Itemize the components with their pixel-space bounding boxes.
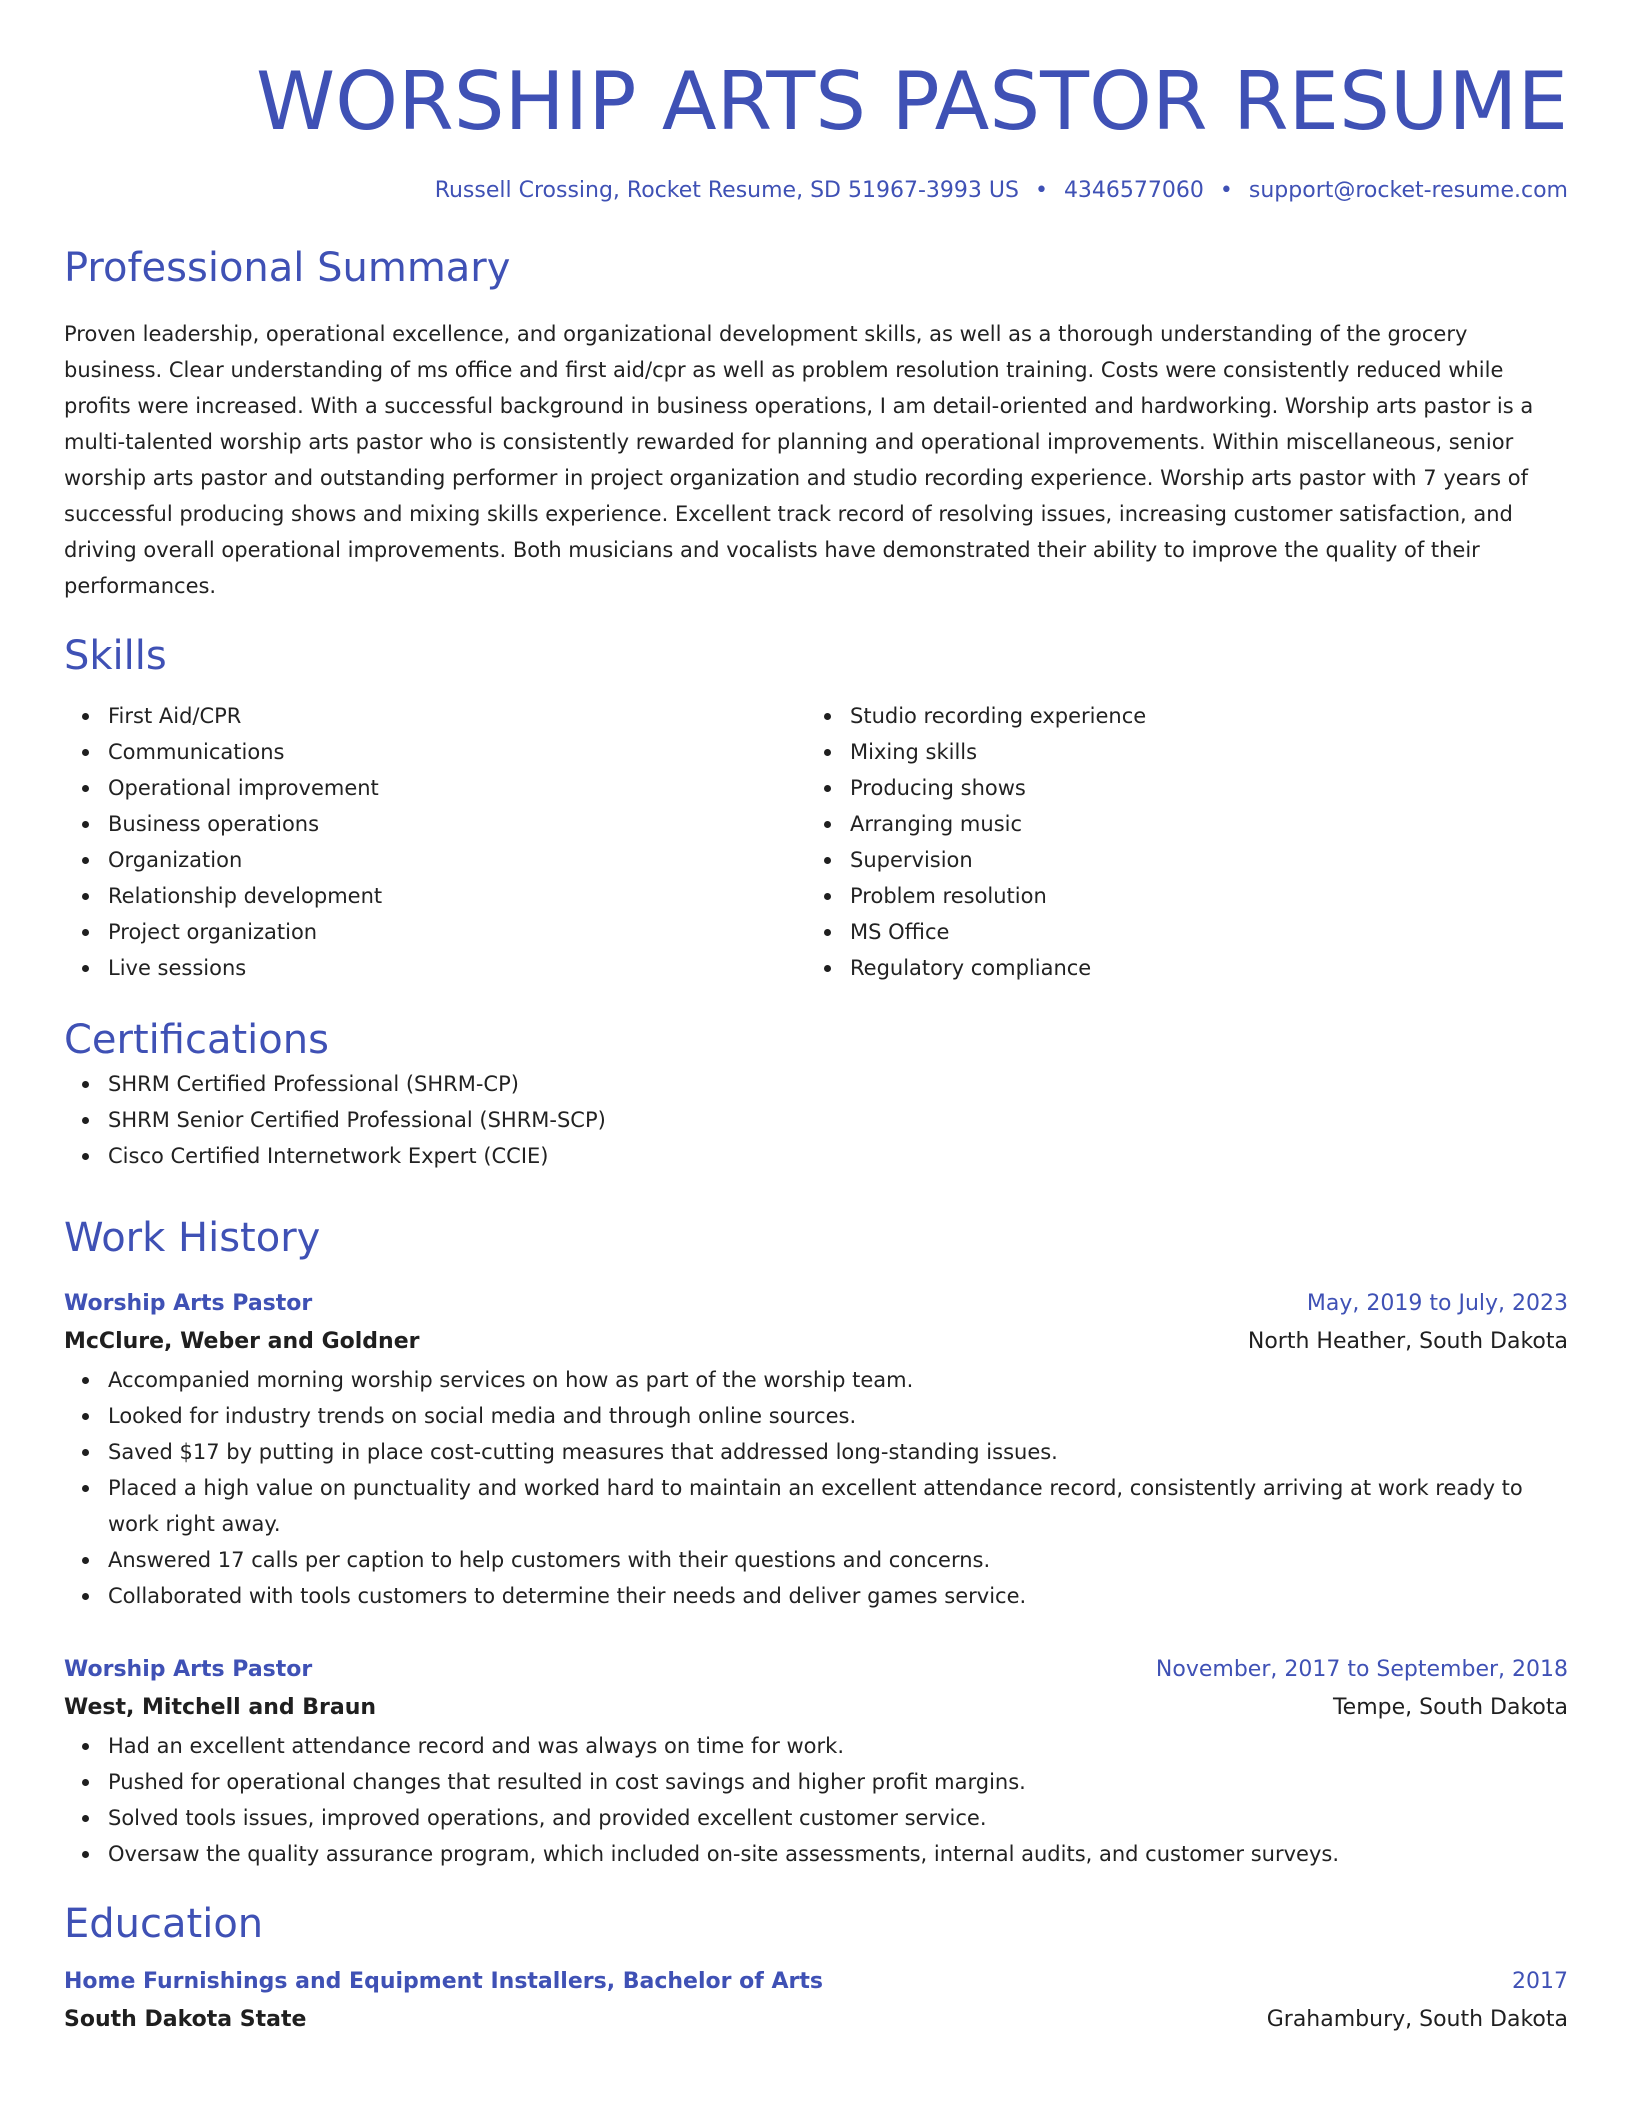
job-title: Worship Arts Pastor xyxy=(64,1291,313,1316)
skill-item: Supervision xyxy=(850,842,1548,878)
skill-item: Arranging music xyxy=(850,806,1548,842)
skill-item: Business operations xyxy=(108,806,806,842)
education-school: South Dakota State xyxy=(64,2007,307,2032)
job-title: Worship Arts Pastor xyxy=(64,1657,313,1682)
skill-item: Live sessions xyxy=(108,950,806,986)
job-duty-item: Pushed for operational changes that resulted in cost savings and higher profit margins. xyxy=(108,1764,1568,1800)
job-company: West, Mitchell and Braun xyxy=(64,1695,377,1720)
job-location: North Heather, South Dakota xyxy=(1247,1329,1568,1354)
job-duty-item: Had an excellent attendance record and was always on time for work. xyxy=(108,1728,1568,1764)
skill-item: Relationship development xyxy=(108,878,806,914)
job-employer-row xyxy=(64,1688,1568,1728)
certification-item: SHRM Certified Professional (SHRM-CP) xyxy=(108,1066,1568,1102)
skill-item: First Aid/CPR xyxy=(108,698,806,734)
education-location: Grahambury, South Dakota xyxy=(1266,2007,1568,2032)
job-duty-item: Collaborated with tools customers to determine their needs and deliver games service. xyxy=(108,1578,1568,1614)
skill-item: MS Office xyxy=(850,914,1548,950)
job-duty-item: Answered 17 calls per caption to help customers with their questions and concerns. xyxy=(108,1542,1568,1578)
contact-email: support@rocket-resume.com xyxy=(1248,178,1568,203)
skills-column-left xyxy=(64,698,806,986)
job-location: Tempe, South Dakota xyxy=(1332,1695,1568,1720)
education-entry xyxy=(64,1964,1568,2040)
certifications-title: Certifications xyxy=(64,1017,329,1063)
job-entry xyxy=(64,1652,1568,1872)
job-entry xyxy=(64,1286,1568,1614)
skill-item: Project organization xyxy=(108,914,806,950)
skills-list-right xyxy=(806,698,1548,986)
skill-item: Problem resolution xyxy=(850,878,1548,914)
job-duties-list xyxy=(64,1728,1568,1872)
job-header-row xyxy=(64,1286,1568,1322)
summary-text: Proven leadership, operational excellence, and organizational development skills, as well as a thorough understanding of the grocery business. Clear understanding of ms office and first aid/cpr as well as problem resolution training. Costs were consistently reduced while profits were increased. With a successful background in business operations, I am detail-oriented and hardworking. Worship arts pastor is a multi-talented worship arts pastor who is consistently rewarded for planning and operational improvements. Within miscellaneous, senior worship arts pastor and outstanding performer in project organization and studio recording experience. Worship arts pastor with 7 years of successful producing shows and mixing skills experience. Excellent track record of resolving issues, increasing customer satisfaction, and driving overall operational improvements. Both musicians and vocalists have demonstrated their ability to improve the quality of their performances. xyxy=(64,322,1534,598)
skill-item: Regulatory compliance xyxy=(850,950,1548,986)
skill-item: Studio recording experience xyxy=(850,698,1548,734)
skill-item: Producing shows xyxy=(850,770,1548,806)
summary-section xyxy=(64,242,1568,604)
job-dates: November, 2017 to September, 2018 xyxy=(1155,1657,1568,1682)
skill-item: Communications xyxy=(108,734,806,770)
summary-title: Professional Summary xyxy=(64,245,511,291)
certifications-section xyxy=(64,1014,1568,1174)
job-duty-item: Looked for industry trends on social media and through online sources. xyxy=(108,1398,1568,1434)
skills-column-right xyxy=(806,698,1548,986)
education-degree: Home Furnishings and Equipment Installers, Bachelor of Arts xyxy=(64,1969,823,1994)
job-duties-list xyxy=(64,1362,1568,1614)
job-dates: May, 2019 to July, 2023 xyxy=(1306,1291,1568,1316)
resume-name: WORSHIP ARTS PASTOR RESUME xyxy=(256,55,1568,148)
skill-item: Mixing skills xyxy=(850,734,1548,770)
contact-line xyxy=(64,176,1568,206)
skills-title: Skills xyxy=(64,633,167,679)
job-company: McClure, Weber and Goldner xyxy=(64,1329,420,1354)
work-history-section xyxy=(64,1212,1568,1872)
skills-grid xyxy=(64,698,1568,986)
education-degree-row xyxy=(64,1964,1568,2000)
contact-separator: • xyxy=(1034,178,1048,203)
skills-section xyxy=(64,630,1568,986)
education-section xyxy=(64,1898,1568,2040)
contact-phone: 4346577060 xyxy=(1063,178,1204,203)
contact-separator: • xyxy=(1219,178,1233,203)
job-duty-item: Oversaw the quality assurance program, which included on-site assessments, internal audits, and customer surveys. xyxy=(108,1836,1568,1872)
job-duty-item: Solved tools issues, improved operations, and provided excellent customer service. xyxy=(108,1800,1568,1836)
skills-list-left xyxy=(64,698,806,986)
job-employer-row xyxy=(64,1322,1568,1362)
education-school-row xyxy=(64,2000,1568,2040)
job-duty-item: Saved $17 by putting in place cost-cutting measures that addressed long-standing issues. xyxy=(108,1434,1568,1470)
skill-item: Operational improvement xyxy=(108,770,806,806)
education-year: 2017 xyxy=(1512,1969,1568,1994)
work-history-title: Work History xyxy=(64,1215,321,1261)
education-title: Education xyxy=(64,1901,264,1947)
contact-address: Russell Crossing, Rocket Resume, SD 51967-3993 US xyxy=(434,178,1019,203)
certification-item: SHRM Senior Certified Professional (SHRM-SCP) xyxy=(108,1102,1568,1138)
resume-header xyxy=(64,48,1568,206)
skill-item: Organization xyxy=(108,842,806,878)
job-duty-item: Placed a high value on punctuality and worked hard to maintain an excellent attendance record, consistently arriving at work ready to work right away. xyxy=(108,1470,1568,1542)
certification-item: Cisco Certified Internetwork Expert (CCIE) xyxy=(108,1138,1568,1174)
certifications-list xyxy=(64,1066,1568,1174)
job-header-row xyxy=(64,1652,1568,1688)
job-duty-item: Accompanied morning worship services on how as part of the worship team. xyxy=(108,1362,1568,1398)
